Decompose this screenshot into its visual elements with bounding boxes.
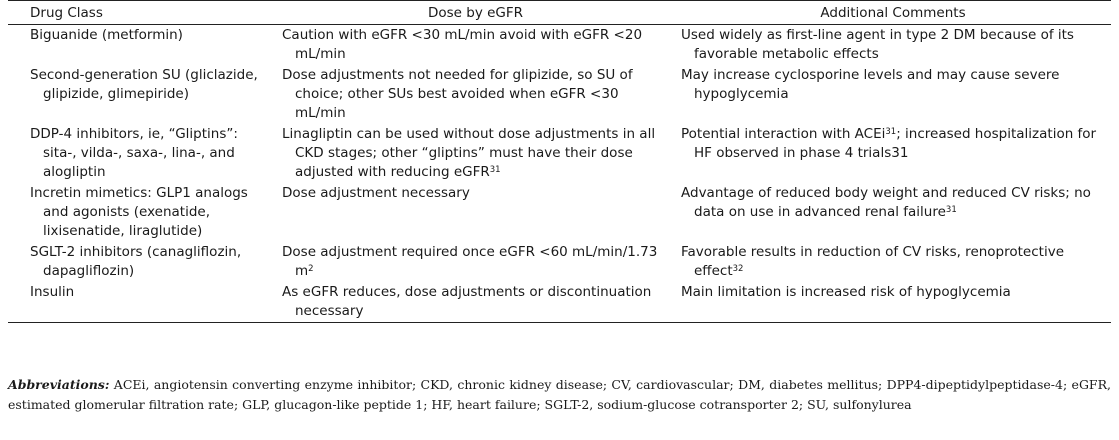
abbreviations-text: ACEi, angiotensin converting enzyme inhibitor; CKD, chronic kidney disease; CV, cardiovascular; DM, diabetes mellitus; DPP4-dipeptidylpeptidase-4; eGFR, estimated glomerular filtration rate; GLP, glucagon-like peptide 1; HF, heart failure; SGLT-2, sodium-glucose cotransporter 2; SU, sulfonylurea: [8, 377, 1111, 412]
dose-cell: [276, 282, 675, 323]
comments-text: May increase cyclosporine levels and may cause severe hypoglycemia: [681, 67, 1060, 102]
reference-superscript: 31: [489, 165, 501, 175]
table-row: [8, 242, 1111, 282]
drug-class-cell: [8, 282, 276, 323]
drug-class-cell: [8, 242, 276, 282]
drug-class-text: Incretin mimetics: GLP1 analogs and agonists (exenatide, lixisenatide, liraglutide): [30, 185, 248, 239]
dose-text: Linagliptin can be used without dose adjustments in all CKD stages; other “gliptins” must have their dose adjusted with reducing eGFR: [282, 126, 656, 180]
comments-content: [681, 125, 1105, 163]
drug-class-text: Biguanide (metformin): [30, 27, 183, 43]
drug-class-cell: [8, 25, 276, 66]
reference-superscript: 32: [732, 264, 744, 274]
comments-content: [681, 184, 1105, 222]
drug-class-cell: [8, 65, 276, 124]
reference-superscript: 31: [945, 205, 957, 215]
dose-text: Dose adjustment required once eGFR <60 mL/min/1.73 m: [282, 244, 658, 279]
comments-cell: [675, 124, 1111, 183]
header-dose-by-egfr: Dose by eGFR: [276, 1, 675, 25]
drug-dosing-table: [8, 0, 1111, 323]
abbreviations-label: Abbreviations:: [8, 377, 110, 392]
dose-cell: [276, 183, 675, 242]
dose-cell: [276, 124, 675, 183]
comments-cell: [675, 282, 1111, 323]
comments-cell: [675, 242, 1111, 282]
dose-cell: [276, 242, 675, 282]
dose-cell: [276, 25, 675, 66]
reference-superscript: 2: [308, 264, 314, 274]
comments-cell: [675, 25, 1111, 66]
drug-class-cell: [8, 183, 276, 242]
drug-class-cell: [8, 124, 276, 183]
comments-text: Favorable results in reduction of CV risks, renoprotective effect: [681, 244, 1065, 279]
header-drug-class: Drug Class: [8, 1, 276, 25]
table-row: [8, 25, 1111, 66]
table-row: [8, 183, 1111, 242]
drug-class-text: Second-generation SU (gliclazide, glipizide, glimepiride): [30, 67, 258, 102]
table-header-row: [8, 1, 1111, 25]
comments-text: Main limitation is increased risk of hypoglycemia: [681, 284, 1011, 300]
comments-content: [681, 243, 1105, 281]
table-row: [8, 124, 1111, 183]
drug-dosing-table-container: [8, 0, 1111, 323]
abbreviations-footnote: [8, 375, 1111, 415]
table-row: [8, 282, 1111, 323]
comments-text: Used widely as first-line agent in type 2 DM because of its favorable metabolic effects: [681, 27, 1074, 62]
comments-text: Advantage of reduced body weight and reduced CV risks; no data on use in advanced renal failure: [681, 185, 1091, 220]
drug-class-text: DDP-4 inhibitors, ie, “Gliptins”: sita-, vilda-, saxa-, lina-, and alogliptin: [30, 126, 238, 180]
comments-text: Potential interaction with ACEi: [681, 126, 886, 142]
drug-class-text: SGLT-2 inhibitors (canagliflozin, dapagliflozin): [30, 244, 242, 279]
drug-class-text: Insulin: [30, 284, 75, 300]
dose-content: [282, 243, 669, 281]
reference-superscript: 31: [885, 127, 897, 137]
table-row: [8, 65, 1111, 124]
dose-content: [282, 125, 669, 182]
dose-text: As eGFR reduces, dose adjustments or discontinuation necessary: [282, 284, 652, 319]
comments-cell: [675, 183, 1111, 242]
header-additional-comments: Additional Comments: [675, 1, 1111, 25]
dose-text: Dose adjustment necessary: [282, 185, 470, 201]
comments-text-continued: ; increased hospitalization for HF observed in phase 4 trials31: [694, 126, 1097, 161]
comments-cell: [675, 65, 1111, 124]
dose-text: Caution with eGFR <30 mL/min avoid with eGFR <20 mL/min: [282, 27, 643, 62]
dose-cell: [276, 65, 675, 124]
dose-text: Dose adjustments not needed for glipizide, so SU of choice; other SUs best avoided when eGFR <30 mL/min: [282, 67, 633, 121]
